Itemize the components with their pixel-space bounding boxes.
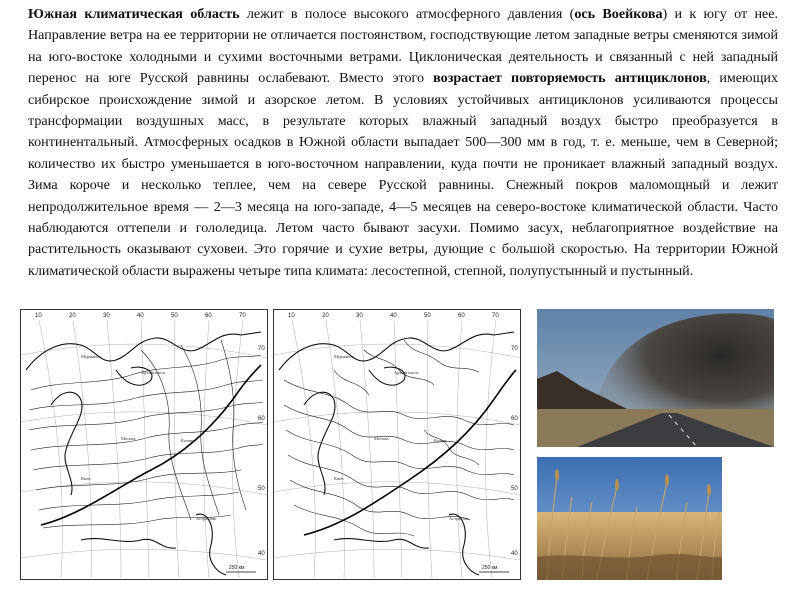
place-label: Казань <box>181 438 195 443</box>
tick-label: 30 <box>103 313 110 319</box>
map-left-side-ticks <box>258 346 265 557</box>
place-label: Казань <box>434 438 448 443</box>
text-segment: лежит в полосе высокого атмосферного давления ( <box>239 6 575 22</box>
tick-label: 20 <box>69 313 76 319</box>
term-voeikov-axis: ось Воейкова <box>574 6 663 22</box>
dry-grass-illustration <box>537 457 722 580</box>
scale-label: 250 км <box>229 565 245 571</box>
place-label: Москва <box>374 436 389 441</box>
tick-label: 40 <box>258 551 265 557</box>
place-label: Архангельск <box>394 370 419 375</box>
tick-label: 30 <box>356 313 363 319</box>
map-left-isolines <box>29 340 263 528</box>
map-left-scale <box>226 565 256 572</box>
place-label: Мурманск <box>81 354 101 359</box>
map-left-coastline <box>26 332 261 575</box>
place-label: Москва <box>121 436 136 441</box>
place-label: Мурманск <box>334 354 354 359</box>
map-right-side-ticks <box>511 346 518 557</box>
place-label: Астрахань <box>196 516 217 521</box>
term-anticyclone-frequency: возрастает повторяемость антициклонов <box>433 70 707 87</box>
place-label: Киев <box>81 476 91 481</box>
place-label: Киев <box>334 476 344 481</box>
tick-label: 10 <box>35 313 42 319</box>
map-left-top-ticks <box>35 313 246 319</box>
map-right-top-ticks <box>288 313 499 319</box>
cracked-soil <box>537 554 722 580</box>
tick-label: 40 <box>511 551 518 557</box>
photo-dust-storm <box>537 309 774 447</box>
map-right-drawing <box>274 310 520 579</box>
tick-label: 70 <box>239 313 246 319</box>
map-right-places <box>334 354 469 521</box>
tick-label: 40 <box>137 313 144 319</box>
tick-label: 60 <box>458 313 465 319</box>
isoline-map-right <box>273 309 521 580</box>
dust-storm-illustration <box>537 309 774 447</box>
tick-label: 60 <box>511 416 518 422</box>
text-segment: ) и к югу от нее. Направление ветра на ее территории не отличается постоянством, господствующие летом западные ветры сменяются зимой на юго-востоке холодными и сухими восточными ветрами. Циклоническая деятельность и связанный с ней западный перенос на юге Русской равнины ослабевают. Вместо этого <box>28 6 779 87</box>
text-segment: , имеющих сибирское происхождение зимой и азорское летом. В условиях устойчивых антициклонов усиливаются процессы трансформации воздушных масс, в результате которых влажный западный воздух быстро преобразуется в континентальный. Атмосферных осадков в Южной области выпадает 500—300 мм в год, т. е. меньше, чем в Северной; количество их быстро уменьшается в юго-восточном направлении, куда почти не проникает влажный западный воздух. Зима короче и несколько теплее, чем на севере Русской равнины. Снежный покров маломощный и лежит непродолжительное время — 2—3 месяца на юго-западе, 4—5 месяцев на северо-востоке климатической области. Часто наблюдаются оттепели и гололедица. Летом часто бывают засухи. Помимо засух, неблагоприятное воздействие на растительность оказывают суховеи. Это горячие и сухие ветры, дующие с большой скоростью. На территории Южной климатической области выражены четыре типа климата: лесостепной, степной, полупустынный и пустынный. <box>28 70 779 279</box>
tick-label: 60 <box>205 313 212 319</box>
map-right-scale <box>479 565 509 572</box>
tick-label: 10 <box>288 313 295 319</box>
photo-dry-grass <box>537 457 722 580</box>
place-label: Астрахань <box>449 516 470 521</box>
map-left-drawing <box>21 310 267 579</box>
tick-label: 50 <box>258 486 265 492</box>
isoline-map-left <box>20 309 268 580</box>
tick-label: 70 <box>492 313 499 319</box>
tick-label: 40 <box>390 313 397 319</box>
tick-label: 50 <box>511 486 518 492</box>
tick-label: 50 <box>424 313 431 319</box>
scale-label: 250 км <box>482 565 498 571</box>
tick-label: 60 <box>258 416 265 422</box>
climate-description-paragraph <box>28 4 778 282</box>
tick-label: 50 <box>171 313 178 319</box>
tick-label: 70 <box>258 346 265 352</box>
tick-label: 70 <box>511 346 518 352</box>
map-left-boundary <box>41 365 261 525</box>
tick-label: 20 <box>322 313 329 319</box>
place-label: Архангельск <box>141 370 166 375</box>
map-right-coastline <box>279 332 514 575</box>
map-right-boundary <box>304 370 516 535</box>
term-southern-climate-region: Южная климатическая область <box>28 6 240 22</box>
